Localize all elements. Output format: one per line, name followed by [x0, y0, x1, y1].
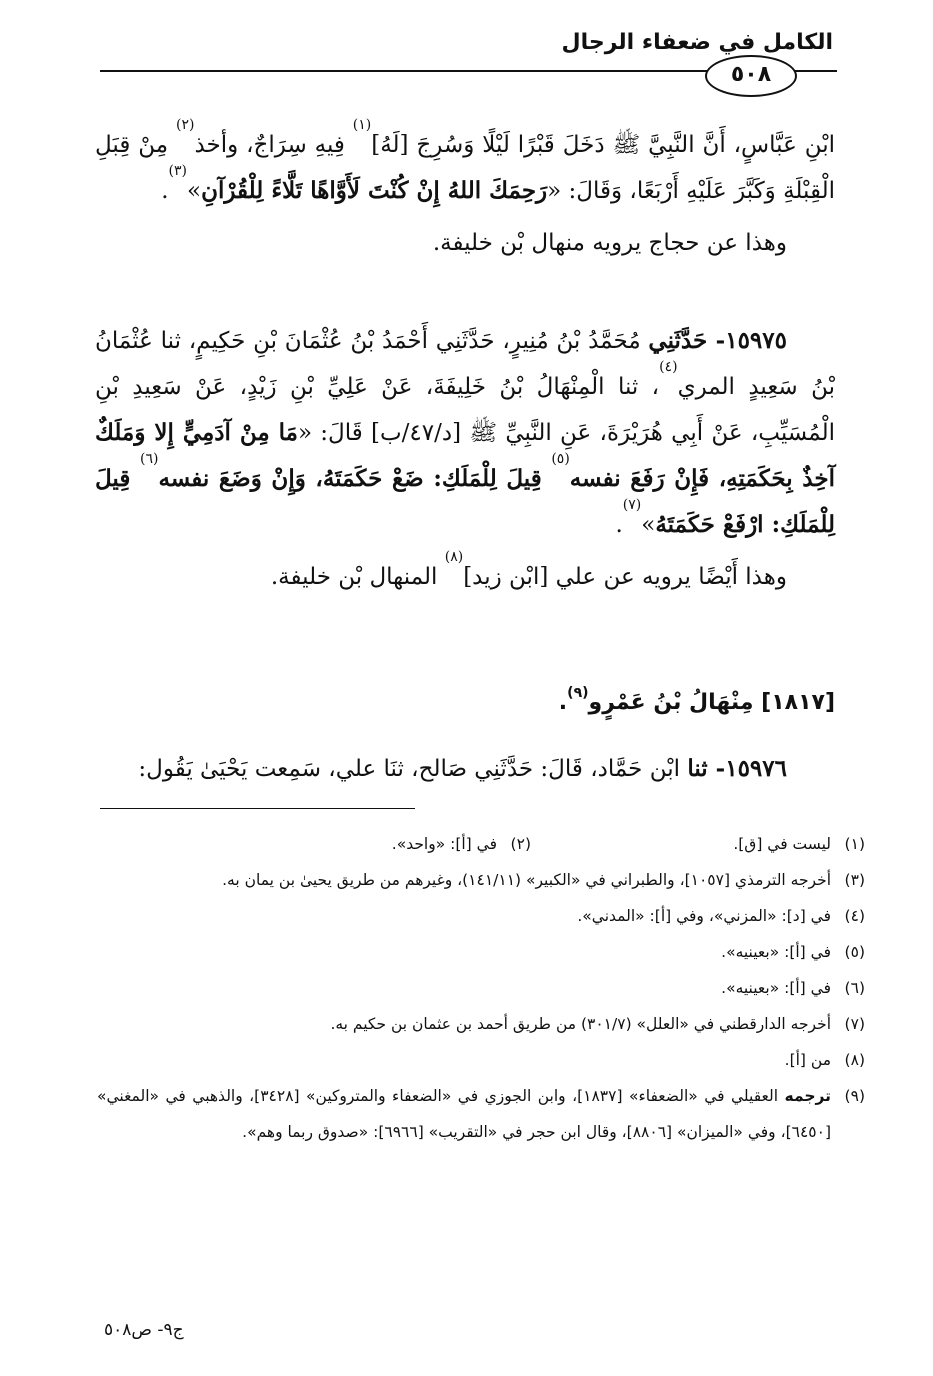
footnote-text: في [أ]: «بعينيه».: [721, 943, 831, 961]
footnotes: [97, 826, 865, 1150]
text-run: ابْن حَمَّاد، قَالَ: حَدَّثَنِي صَالح، ثنَا علي، سَمِعت يَحْيَىٰ يَقُول:: [138, 756, 688, 782]
footnote-number: (٩): [844, 1087, 865, 1105]
footnote-text: ليست في [ق].: [733, 835, 831, 853]
text-run: .: [615, 512, 623, 538]
footnote-row: [97, 862, 865, 898]
entry-title: [١٨١٧] مِنْهَالُ بْنُ عَمْرٍو: [588, 690, 835, 715]
text-run: ، ثنا الْمِنْهَالُ بْنُ خَلِيفَةَ، عَنْ عَلِيِّ بْنِ زَيْدٍ، عَنْ سَعِيدِ بْنِ الْمُسَيِّبِ، عَنْ أَبِي هُرَيْرَةَ، عَنِ النَّبِيِّ ﷺ [د/٤٧/ب] قَالَ: «: [95, 374, 835, 446]
footnote-text: في [أ]: «واحد».: [391, 835, 497, 853]
text-run: وهذا أَيْضًا يرويه عن علي [ابْن زيد]: [463, 564, 787, 590]
footnote-lead: ترجمه: [784, 1087, 831, 1105]
footnote-number: (٣): [844, 871, 865, 889]
text-run: مِنْ قِبَلِ الْقِبْلَةِ وَكَبَّرَ عَلَيْهِ أَرْبَعًا، وَقَالَ: «: [95, 132, 835, 204]
footnote-text: في [د]: «المزني»، وفي [أ]: «المدني».: [577, 907, 831, 925]
paragraph-hadith-15976: [95, 746, 835, 792]
text-run: العقيلي في «الضعفاء» [١٨٣٧]، وابن الجوزي في «الضعفاء والمتروكين» [٣٤٢٨]، والذهبي في «المغني» [٦٤٥٠]، وفي «الميزان» [٨٨٠٦]، وقال ابن حجر في «التقريب» [٦٩٦٦]: «صدوق ربما وهم».: [97, 1087, 831, 1141]
footnote-ref[interactable]: (٩): [567, 685, 589, 701]
text-run: »: [641, 512, 656, 538]
footnote-rule: [100, 808, 415, 809]
footnote-number: (٥): [844, 943, 865, 961]
text-run: .: [558, 690, 568, 715]
footnote-text: في [أ]: «بعينيه».: [721, 979, 831, 997]
footnote-number: (١): [844, 835, 865, 853]
footnote-row: [97, 826, 865, 862]
running-title: الكامل في ضعفاء الرجال: [561, 30, 833, 55]
footnote-row: [97, 1078, 865, 1150]
footnote-ref[interactable]: (٣): [168, 163, 187, 179]
hadith-number: ١٥٩٧٦- ثنا: [687, 755, 787, 782]
page-footer-reference: ج٩- ص٥٠٨: [104, 1320, 184, 1340]
footnote-text: [97, 1078, 831, 1150]
text-run: مُحَمَّدُ بْنُ مُنِيرٍ، حَدَّثَنِي أَحْمَدُ بْنُ عُثْمَانَ بْنِ حَكِيمٍ، ثنا عُثْمَانُ بْنُ سَعِيدٍ المري: [95, 328, 835, 400]
page-number: ٥٠٨: [705, 55, 797, 97]
footnote-row: [97, 1042, 865, 1078]
footnote-text: أخرجه الدارقطني في «العلل» (٣٠١/٧) من طريق أحمد بن عثمان بن حكيم به.: [330, 1015, 831, 1033]
footnote-ref[interactable]: (٧): [622, 497, 642, 513]
footnote-ref[interactable]: (١): [352, 117, 372, 133]
footnote-row: [97, 970, 865, 1006]
footnote-text: أخرجه الترمذي [١٠٥٧]، والطبراني في «الكبير» (١٤١/١١)، وغيرهم من طريق يحيىٰ بن يمان به.: [222, 871, 831, 889]
main-text-top: [95, 117, 835, 266]
footnote-number: (٤): [844, 907, 865, 925]
footnote-ref[interactable]: (٨): [444, 549, 464, 565]
footnote-ref[interactable]: (٢): [175, 117, 195, 133]
text-run: »: [187, 178, 202, 204]
footnote-number: (٧): [844, 1015, 865, 1033]
footnote-number: (٨): [844, 1051, 865, 1069]
footnote-row: [97, 1006, 865, 1042]
paragraph-hadith-15975: [95, 318, 835, 548]
hadith-quote: قِيلَ لِلْمَلَكِ: ضَعْ حَكَمَتَهُ، وَإِنْ وَضَعَ نفسه: [158, 465, 552, 492]
footnote-row: [97, 934, 865, 970]
paragraph-comment-1: وهذا عن حجاج يرويه منهال بْن خليفة.: [432, 230, 787, 256]
footnote-number: (٦): [844, 979, 865, 997]
footnote-row: [97, 898, 865, 934]
main-text-bottom: [95, 746, 835, 792]
main-text-hadith: [95, 318, 835, 600]
paragraph-hadith-continuation: [95, 117, 835, 214]
hadith-quote: رَحِمَكَ اللهُ إِنْ كُنْتَ لَأَوَّاهًا تَلَّاءً لِلْقُرْآنِ: [201, 177, 548, 204]
paragraph-comment-2: [95, 549, 835, 600]
footnote-ref[interactable]: (٦): [139, 451, 159, 467]
text-run: فِيهِ سِرَاجٌ، وأخذ: [194, 132, 353, 158]
footnote-text: من [أ].: [784, 1051, 831, 1069]
footnote-number: (٢): [510, 835, 531, 853]
hadith-number: ١٥٩٧٥- حَدَّثَنِي: [648, 327, 787, 354]
text-run: .: [161, 178, 169, 204]
narrator-entry-heading: [558, 685, 835, 715]
hadith-quote: مَا مِنْ آدَمِيٍّ إِلا وَمَلَكٌ آخِذٌ بِحَكَمَتِهِ، فَإِنْ رَفَعَ نفسه: [95, 419, 835, 492]
footnote-ref[interactable]: (٥): [551, 451, 570, 467]
text-run: ابْنِ عَبَّاسٍ، أَنَّ النَّبِيَّ ﷺ دَخَلَ قَبْرًا لَيْلًا وَسُرِجَ [لَهُ]: [371, 132, 835, 158]
hadith-quote: قِيلَ لِلْمَلَكِ: ارْفَعْ حَكَمَتَهُ: [95, 465, 835, 538]
footnote-ref[interactable]: (٤): [659, 359, 678, 375]
text-run: المنهال بْن خليفة.: [270, 564, 445, 590]
